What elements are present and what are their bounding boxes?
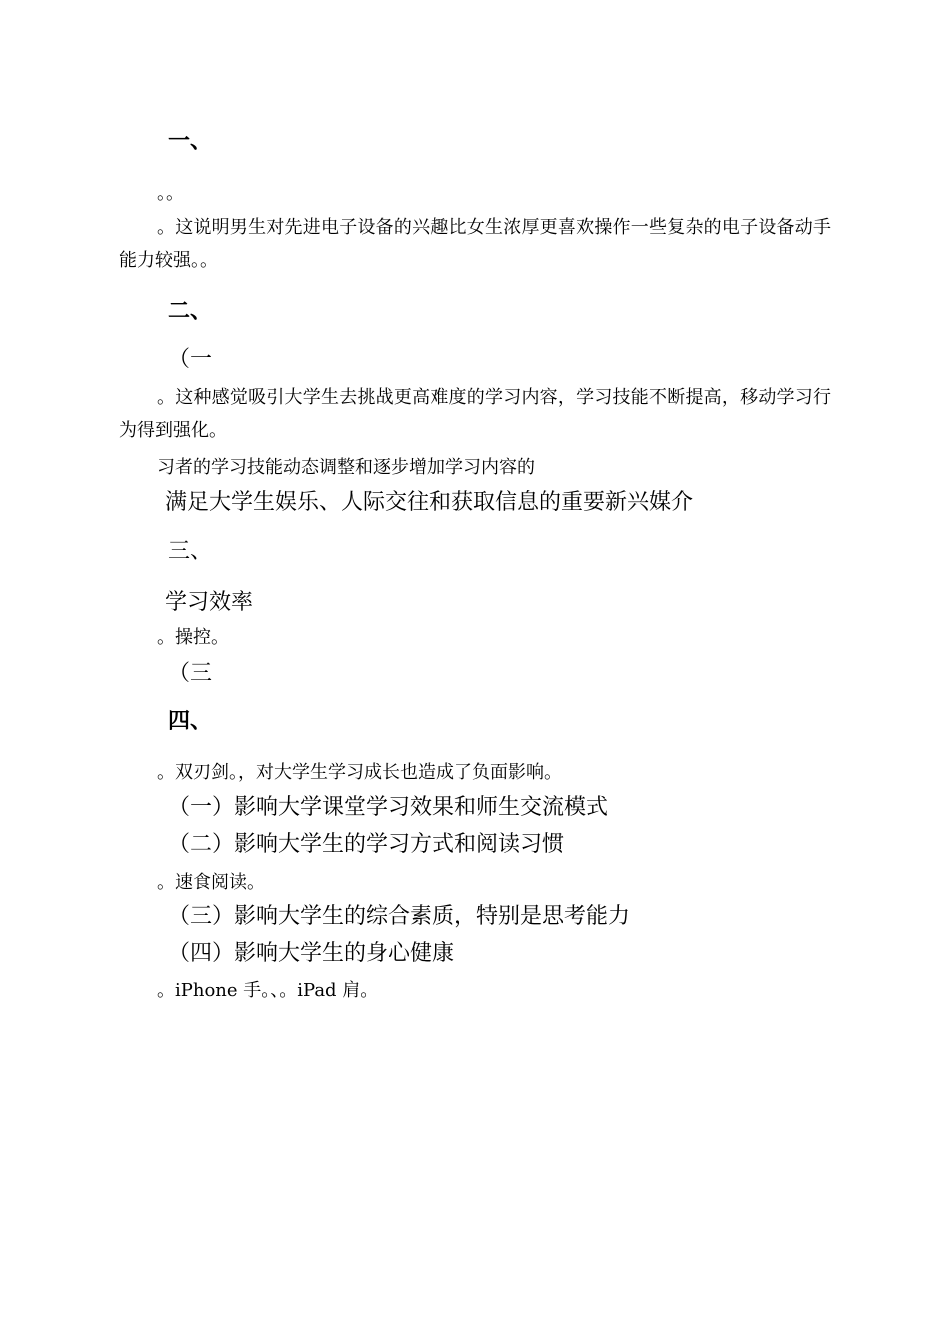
section-heading-4: 四、 [168,709,213,734]
subheading-4-3: （三）影响大学生的综合素质，特别是思考能力 [168,904,631,929]
subheading-2-1: （一 [168,347,213,372]
section-heading-2: 二、 [168,299,213,324]
paragraph-5: 。操控。 [157,627,229,648]
paragraph-2: 。这说明男生对先进电子设备的兴趣比女生浓厚更喜欢操作一些复杂的电子设备动手能力较强。。 [119,217,831,271]
paragraph-6: 。双刃剑。，对大学生学习成长也造成了负面影响。 [157,762,562,783]
subheading-4-4: （四）影响大学生的身心健康 [168,941,455,966]
section-heading-3: 三、 [168,539,213,564]
subheading-4-2: （二）影响大学生的学习方式和阅读习惯 [168,832,565,857]
subheading-efficiency: 学习效率 [165,590,254,615]
section-heading-1: 一、 [168,129,213,154]
paragraph-4: 习者的学习技能动态调整和逐步增加学习内容的 [157,457,535,478]
paragraph-7: 。速食阅读。 [157,872,265,893]
subheading-media: 满足大学生娱乐、人际交往和获取信息的重要新兴媒介 [165,490,694,515]
subheading-4-1: （一）影响大学课堂学习效果和师生交流模式 [168,795,609,820]
paragraph-1: 。。 [157,183,184,204]
subheading-3-3: （三 [168,661,213,686]
paragraph-8: 。iPhone 手。、。iPad 肩。 [157,980,379,1001]
paragraph-3: 。这种感觉吸引大学生去挑战更高难度的学习内容，学习技能不断提高，移动学习行为得到强化。 [119,387,831,441]
